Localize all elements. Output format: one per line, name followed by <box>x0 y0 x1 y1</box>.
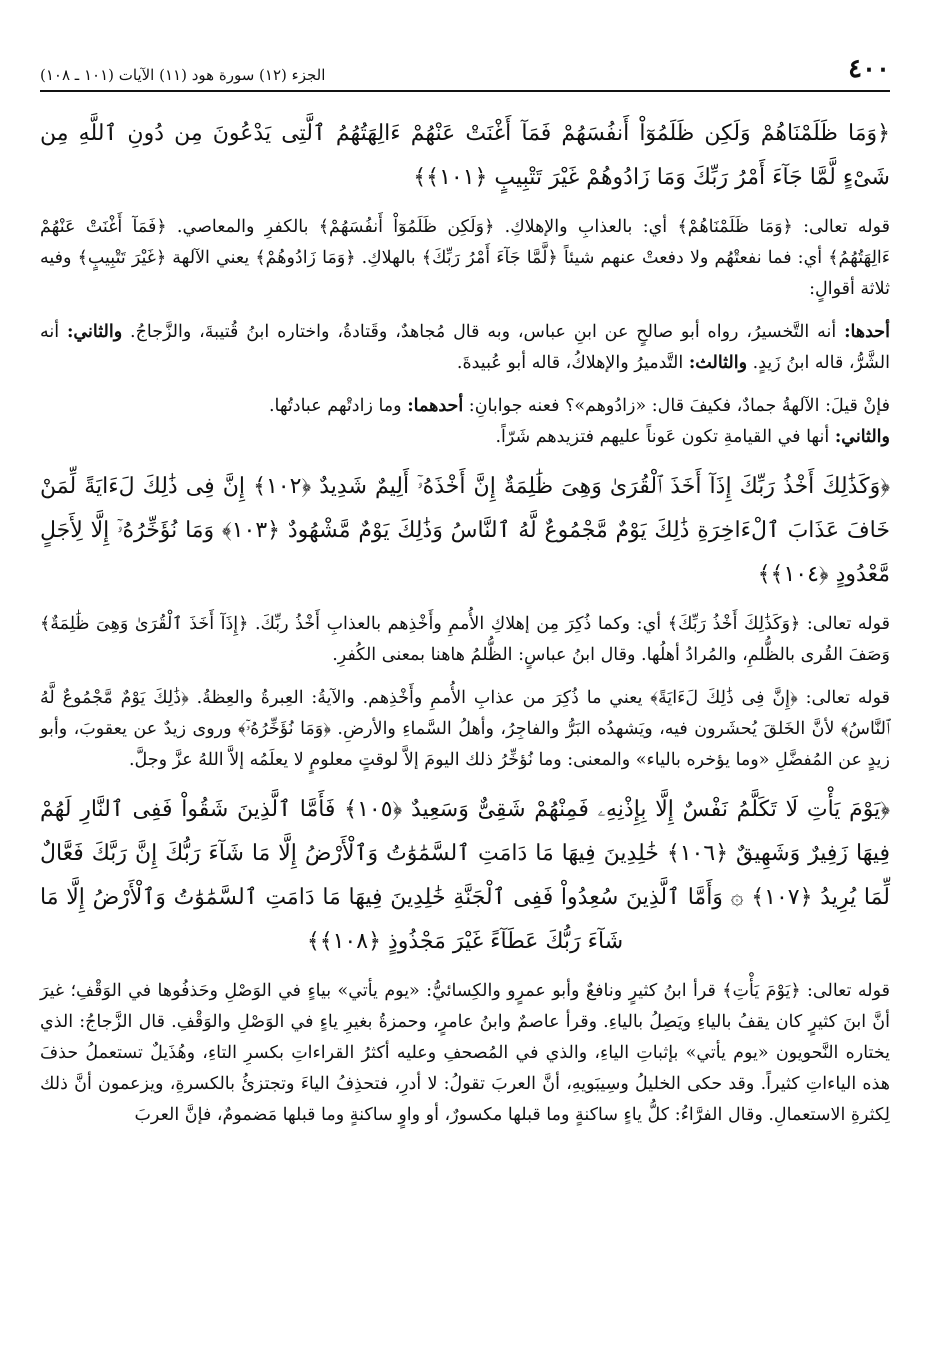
page-content <box>40 112 890 1143</box>
tafsir-paragraph <box>40 391 890 453</box>
tafsir-paragraph: قوله تعالى: ﴿يَوْمَ يَأْتِ﴾ قرأ ابنُ كثيرٍ ونافعٌ وأبو عمرٍو والكِسائيُّ: «يوم يأتي» بياءٍ في الوَصْلِ وحَذفُوها في الوَقْفِ؛ غيرَ أنَّ ابنَ كثيرٍ كان يقفُ بالياءِ ويَصِلُ بالياءِ. وقرأ عاصمٌ وابنُ عامرٍ، وحمزةُ بغيرِ ياءٍ في الوَصْلِ والوَقْفِ. قال الزَّجاجُ: الذي يختاره النَّحويون «يوم يأتي» بإثباتِ الياءِ، والذي في المُصحفِ وعليه أكثرُ القراءاتِ بكسرِ التاءِ، وهُذَيلٌ تستعملُ حذفَ هذه الياءاتِ كثيراً. وقد حكى الخليلُ وسِيبَويهِ، أنَّ العربَ تقولُ: لا أدرِ، فتحذِفُ الياءَ وتجتزئُ بالكسرةِ، ويزعمون أنَّ ذلك لِكثرةِ الاستعمالِ. وقال الفرَّاءُ: كلُّ ياءٍ ساكنةٍ وما قبلها مكسورٌ، أو واوٍ ساكنةٍ وما قبلها مَضمومٌ، فإنَّ العربَ <box>40 981 890 1125</box>
tafsir-paragraph <box>40 317 890 379</box>
opinion-text: أنه التَّخسيرُ، رواه أبو صالحٍ عن ابنِ عباس، وبه قال مُجاهدٌ، وقَتادةُ، واختاره ابنُ قُتيبةَ، والزَّجاجُ. <box>130 322 837 342</box>
tafsir-paragraph: قوله تعالى: ﴿إِنَّ فِى ذَٰلِكَ لَءَايَةً﴾ يعني ما ذُكِرَ من عذابِ الأُممِ وأَخْذِهم. والآيةُ: العِبرةُ والعِظةُ. ﴿ذَٰلِكَ يَوْمٌ مَّجْمُوعٌ لَّهُ ٱلنَّاسُ﴾ لأنَّ الخَلقَ يُحشَرون فيه، ويَشهدُه البَرُّ والفاجِرُ، وأهلُ السَّماءِ والأرضِ. ﴿وَمَا نُؤَخِّرُهُۥٓ﴾ وروى زيدٌ عن يعقوبَ، وأبو زيدٍ عن المُفضَّلِ «وما يؤخره بالياء» والمعنى: وما نُؤخِّرُ ذلك اليومَ إلاَّ لوقتٍ معلومٍ لا يعلَمُه إلاَّ اللهُ عزَّ وجلَّ. <box>40 688 890 770</box>
answer-label: والثاني: <box>834 427 890 447</box>
opinion-label: والثالث: <box>688 353 748 373</box>
quran-verse-101: ﴿وَمَا ظَلَمْنَاهُمْ وَلَكِن ظَلَمُوٓاْ أَنفُسَهُمْ فَمَآ أَغْنَتْ عَنْهُمْ ءَالِهَتُهُمُ ٱلَّتِى يَدْعُونَ مِن دُونِ ٱللَّهِ مِن شَىْءٍ لَّمَّا جَآءَ أَمْرُ رَبِّكَ وَمَا زَادُوهُمْ غَيْرَ تَتْبِيبٍ ﴿١٠١﴾﴾ <box>40 121 890 190</box>
page-header <box>40 52 890 92</box>
quran-verse-105-108: ﴿يَوْمَ يَأْتِ لَا تَكَلَّمُ نَفْسٌ إِلَّا بِإِذْنِهِۦ فَمِنْهُمْ شَقِىٌّ وَسَعِيدٌ ﴿١٠٥﴾ فَأَمَّا ٱلَّذِينَ شَقُواْ فَفِى ٱلنَّارِ لَهُمْ فِيهَا زَفِيرٌ وَشَهِيقٌ ﴿١٠٦﴾ خَٰلِدِينَ فِيهَا مَا دَامَتِ ٱلسَّمَٰوَٰتُ وَٱلْأَرْضُ إِلَّا مَا شَآءَ رَبُّكَ إِنَّ رَبَّكَ فَعَّالٌ لِّمَا يُرِيدُ ﴿١٠٧﴾ ۞ وَأَمَّا ٱلَّذِينَ سُعِدُواْ فَفِى ٱلْجَنَّةِ خَٰلِدِينَ فِيهَا مَا دَامَتِ ٱلسَّمَٰوَٰتُ وَٱلْأَرْضُ إِلَّا مَا شَآءَ رَبُّكَ عَطَآءً غَيْرَ مَجْذُوذٍ ﴿١٠٨﴾﴾ <box>40 797 891 954</box>
answer-label: أحدهما: <box>407 396 464 416</box>
page-number: ٤٠٠ <box>848 54 890 84</box>
question-text: فإنْ قيلَ: الآلهةُ جمادٌ، فكيفَ قال: «زادُوهم»؟ فعنه جوابانِ: <box>468 396 890 416</box>
opinion-text: أنه الشَّرُّ، قاله ابنُ زَيدٍ. <box>40 322 890 373</box>
tafsir-paragraph: قوله تعالى: ﴿وَمَا ظَلَمْنَاهُمْ﴾ أي: بالعذابِ والإهلاكِ. ﴿وَلَكِن ظَلَمُوٓاْ أَنفُسَهُمْ﴾ بالكفرِ والمعاصي. ﴿فَمَآ أَغْنَتْ عَنْهُمْ ءَالِهَتُهُمُ﴾ أي: فما نفعتْهُم ولا دفعتْ عنهم شيئاً ﴿لَّمَّا جَآءَ أَمْرُ رَبِّكَ﴾ بالهلاكِ. ﴿وَمَا زَادُوهُمْ﴾ يعني الآلهة ﴿غَيْرَ تَتْبِيبٍ﴾ وفيه ثلاثة أقوالٍ: <box>40 217 890 299</box>
answer-text: أنها في القيامةِ تكون عَوناً عليهم فتزيدهم شَرّاً. <box>495 427 830 447</box>
running-head: الجزء (١٢) سورة هود (١١) الآيات (١٠١ ـ ١٠٨) <box>40 66 326 84</box>
answer-text: وما زادتْهم عبادتُها. <box>268 396 402 416</box>
opinion-label: أحدها: <box>844 322 890 342</box>
quran-verse-102-104: ﴿وَكَذَٰلِكَ أَخْذُ رَبِّكَ إِذَآ أَخَذَ ٱلْقُرَىٰ وَهِىَ ظَٰلِمَةٌ إِنَّ أَخْذَهُۥٓ أَلِيمٌ شَدِيدٌ ﴿١٠٢﴾ إِنَّ فِى ذَٰلِكَ لَءَايَةً لِّمَنْ خَافَ عَذَابَ ٱلْءَاخِرَةِ ذَٰلِكَ يَوْمٌ مَّجْمُوعٌ لَّهُ ٱلنَّاسُ وَذَٰلِكَ يَوْمٌ مَّشْهُودٌ ﴿١٠٣﴾ وَمَا نُؤَخِّرُهُۥٓ إِلَّا لِأَجَلٍ مَّعْدُودٍ ﴿١٠٤﴾﴾ <box>40 474 890 587</box>
opinion-label: والثاني: <box>66 322 123 342</box>
opinion-text: التَّدميرُ والإهلاكُ، قاله أبو عُبيدةَ. <box>456 353 684 373</box>
tafsir-paragraph: قوله تعالى: ﴿وَكَذَٰلِكَ أَخْذُ رَبِّكَ﴾ أي: وكما ذُكِرَ مِن إهلاكِ الأُممِ وأَخْذِهم بالعذابِ أَخْذُ ربِّكَ. ﴿إِذَآ أَخَذَ ٱلْقُرَىٰ وَهِىَ ظَٰلِمَةٌ﴾ وَصَفَ القُرى بالظُّلمِ، والمُرادُ أهلُها. وقال ابنُ عباسٍ: الظُّلمُ هاهنا بمعنى الكُفرِ. <box>40 614 890 665</box>
